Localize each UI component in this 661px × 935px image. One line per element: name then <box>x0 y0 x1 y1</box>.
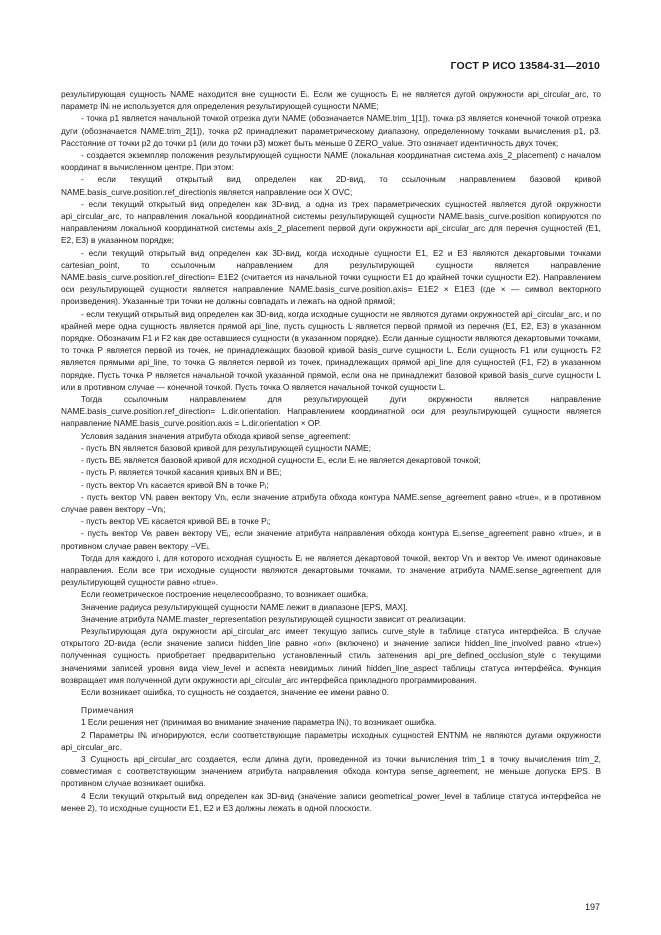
body-paragraph: Условия задания значения атрибута обхода кривой sense_agreement: <box>81 430 351 441</box>
note-item: 4 Если текущий открытый вид определен как 3D-вид (значение записи geometrical_power_level в таблице статуса интерфейса не менее 2), то исходные сущности E1, E2 и E3 должны лежать в одной плоскости. <box>61 790 601 813</box>
body-paragraph: - пусть вектор Vnᵢ касается кривой BN в точке Pᵢ; <box>81 479 269 490</box>
body-paragraph: Значение атрибута NAME.master_representation результирующей сущности зависит от реализации. <box>81 613 466 624</box>
body-paragraph: - пусть вектор Veᵢ равен вектору VEᵢ, если значение атрибута направления обхода контура Eᵢ.sense_agreement равно «true», и в противном случае равен вектору −VEᵢ. <box>61 528 601 551</box>
body-paragraph: - создается экземпляр положения результирующей сущности NAME (локальная координатная система axis_2_placement) с началом координат в вычисленном центре. При этом: <box>61 150 601 173</box>
body-paragraph: Тогда для каждого i, для которого исходная сущность Eᵢ не является декартовой точкой, вектор Vnᵢ и вектор Veᵢ имеют одинаковые направления. Если все три исходные сущности являются декартовыми точками, то значение атрибута NAME.sense_agreement для результирующей сущности равно «true». <box>61 552 601 588</box>
body-paragraph: Тогда ссылочным направлением для результирующей дуги окружности является направление NAME.basis_curve.position.ref_direction= L.dir.orientation. Направлением координатной оси для результирующей сущности является направление NAME.basis_curve.position.axis = L.dir.orientation × OP. <box>61 394 601 429</box>
body-paragraph: - пусть вектор VNᵢ равен вектору Vnᵢ, если значение атрибута обхода контура NAME.sense_agreement равно «true», и в противном случае равен вектору −Vnᵢ; <box>61 491 601 514</box>
note-item: 2 Параметры INᵢ игнорируются, если соответствующие параметры исходных сущностей ENTNMᵢ не являются дугами окружности api_circular_arc. <box>61 729 601 752</box>
page-header: ГОСТ Р ИСО 13584-31—2010 <box>450 60 600 72</box>
note-item: 1 Если решения нет (принимая во внимание значение параметра INᵢ), то возникает ошибка. <box>81 717 437 728</box>
document-body <box>61 88 601 814</box>
body-paragraph: - точка p1 является начальной точкой отрезка дуги NAME (обозначается NAME.trim_1[1]), точка p3 является конечной точкой отрезка дуги (обозначается NAME.trim_2[1]), точка p2 принадлежит параметрическому диапазону, определенному точками вычисления p1, p3. Расстояние от точки p2 до точки p1 (или до точки p3) может быть меньше 0 ZERO_value. Это означает идентичность двух точек; <box>61 113 601 148</box>
body-paragraph: - если текущий открытый вид определен как 3D-вид, когда исходные сущности E1, E2 и E3 являются декартовыми точками cartesian_point, то ссылочным направлением для результирующей сущности является направление NAME.basis_curve.position.ref_direction= E1E2 (считается из начальной точки сущности E1 до крайней точки сущности E2). Направлением оси результирующей сущности является направление NAME.basis_curve.position.axis= E1E2 × E1E3 (где × — символ векторного произведения). Указанные три точки не должны совпадать и лежать на одной прямой; <box>61 247 601 307</box>
body-paragraph: - если текущий открытый вид определен как 2D-вид, то ссылочным направлением базовой кривой NAME.basis_curve.position.ref_directionis является направление оси X OVC; <box>61 174 601 197</box>
body-paragraph: - пусть BN является базовой кривой для результирующей сущности NAME; <box>81 442 371 453</box>
body-paragraph: - пусть Pᵢ является точкой касания кривых BN и BEᵢ; <box>81 467 282 478</box>
body-paragraph: - пусть вектор VEᵢ касается кривой BEᵢ в точке Pᵢ; <box>81 516 271 527</box>
body-paragraph: - если текущий открытый вид определен как 3D-вид, когда исходные сущности не являются дугами окружностей api_circular_arc, и по крайней мере одна сущность является прямой api_line, пусть сущность L является первой прямой из перечня (E1, E2, E3) в указанном порядке. Обозначим F1 и F2 как две оставшиеся сущности (в указанном порядке). Если данные сущности являются декартовыми точками, то точка P является первой из точек, не принадлежащих базовой кривой basis_curve сущности L. Если сущность F1 или сущность F2 является прямыми api_line, то точка G является первой из точек, принадлежащих прямой api_line для сущностей (F1, F2) в указанном порядке. Пусть точка P является начальной точкой указанной прямой, если она не принадлежит базовой кривой basis_curve сущности L или в противном случае — конечной точкой. Пусть точка O является начальной точкой сущности L. <box>61 308 601 392</box>
page-number: 197 <box>584 902 600 912</box>
body-paragraph: Значение радиуса результирующей сущности NAME лежит в диапазоне [EPS, MAX]. <box>81 601 408 612</box>
body-paragraph: Результирующая дуга окружности api_circular_arc имеет текущую запись curve_style в таблице статуса интерфейса. В случае открытого 2D-вида (если значение записи hidden_line равно «on» (включено) и значение записи hidden_line_involved равно «true») полученная сущность приобретает предварительно установленный стиль затенения api_pre_defined_occlusion_style с текущими значениями записей уровня вида view_level и аспекта невидимых линий hidden_line_aspect таблицы статуса интерфейса. Функция возвращает имя полученной дуги окружности api_circular_arc интерфейса прикладного программирования. <box>61 625 601 685</box>
body-paragraph: - пусть BEᵢ является базовой кривой для исходной сущности Eᵢ, если Eᵢ не является декартовой точкой; <box>81 455 481 466</box>
notes-title: Примечания <box>81 705 134 716</box>
paragraph-list <box>61 88 601 698</box>
body-paragraph: Если геометрическое построение нецелесообразно, то возникает ошибка. <box>81 589 369 600</box>
body-paragraph: - если текущий открытый вид определен как 3D-вид, а одна из трех параметрических сущностей является дугой окружности api_circular_arc, то направления локальной координатной системы результирующей сущности NAME.basis_curve.position копируются по направлениям локальной координатной системы axis_2_placement первой дуги окружности api_circular_arc для перечня сущностей (E1, E2, E3) в указанном порядке; <box>61 198 601 246</box>
note-item: 3 Сущность api_circular_arc создается, если длина дуги, проведенной из точки вычисления trim_1 в точку вычисления trim_2, совместимая с соответствующим значением атрибута направления обхода контура sense_agreement, не меньше допуска EPS. В противном случае возникает ошибка. <box>61 753 601 789</box>
notes-list <box>61 716 601 814</box>
body-paragraph: Если возникает ошибка, то сущность не создается, значение ее имени равно 0. <box>81 686 389 697</box>
body-paragraph: результирующая сущность NAME находится вне сущности Eᵢ. Если же сущность Eᵢ не является дугой окружности api_circular_arc, то параметр INᵢ не используется для определения результирующей сущности NAME; <box>61 89 601 112</box>
